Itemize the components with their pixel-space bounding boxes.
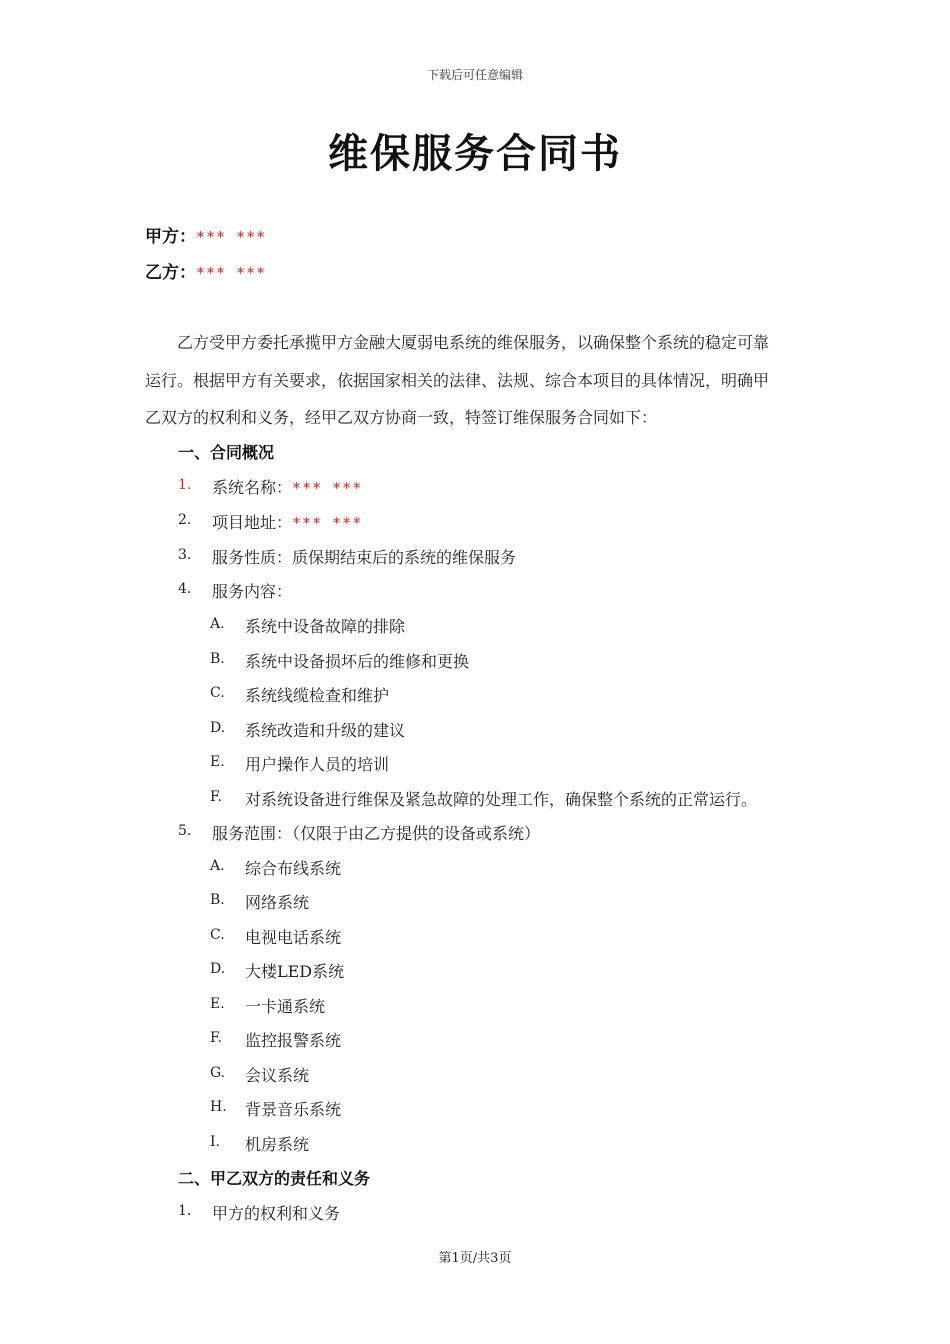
- item-text: 电视电话系统: [245, 928, 342, 947]
- page-footer: 第1页/共3页: [438, 1251, 512, 1266]
- item-text: 监控报警系统: [245, 1031, 342, 1050]
- party-a: [145, 222, 266, 247]
- item-number: 2.: [178, 512, 192, 528]
- item-letter: E.: [210, 996, 225, 1012]
- item-letter: G.: [210, 1065, 226, 1081]
- item-text: [212, 510, 362, 533]
- document-title: 维保服务合同书: [328, 131, 622, 177]
- item-letter: F.: [210, 789, 222, 805]
- item-text: 机房系统: [245, 1135, 310, 1154]
- item-text: 网络系统: [245, 893, 310, 912]
- header-note: 下载后可任意编辑: [426, 68, 523, 82]
- intro-line-3: 乙双方的权利和义务，经甲乙双方协商一致，特签订维保服务合同如下：: [145, 408, 658, 427]
- item-letter: D.: [210, 961, 226, 977]
- item-number: 1.: [178, 477, 192, 493]
- item-label: 甲方的权利和义务: [212, 1204, 341, 1223]
- party-a-value: *** ***: [196, 228, 267, 246]
- item-text: 系统中设备损坏后的维修和更换: [245, 652, 470, 671]
- item-text: 对系统设备进行维保及紧急故障的处理工作，确保整个系统的正常运行。: [245, 790, 758, 809]
- item-number: 5.: [178, 823, 192, 839]
- item-label: 服务性质：质保期结束后的系统的维保服务: [212, 548, 517, 567]
- item-letter: C.: [210, 685, 225, 701]
- item-label: 服务内容：: [212, 582, 293, 601]
- item-value: *** ***: [292, 514, 363, 532]
- item-letter: A.: [210, 616, 225, 632]
- item-letter: C.: [210, 927, 225, 943]
- item-label: 系统名称：: [212, 478, 293, 497]
- item-letter: I.: [210, 1134, 220, 1150]
- item-label: 项目地址：: [212, 513, 293, 532]
- party-b-label: 乙方：: [145, 263, 196, 283]
- item-letter: H.: [210, 1099, 227, 1115]
- section-1-title: 一、合同概况: [178, 443, 275, 462]
- item-text: 系统线缆检查和维护: [245, 686, 390, 705]
- intro-line-1: 乙方受甲方委托承揽甲方金融大厦弱电系统的维保服务，以确保整个系统的稳定可靠: [177, 333, 770, 352]
- item-text: 系统改造和升级的建议: [245, 721, 406, 740]
- item-number: 3.: [178, 547, 192, 563]
- item-letter: B.: [210, 892, 225, 908]
- item-text: 一卡通系统: [245, 997, 326, 1016]
- item-text: 背景音乐系统: [245, 1100, 342, 1119]
- item-text: [212, 475, 362, 498]
- intro-line-2: 运行。根据甲方有关要求，依据国家相关的法律、法规、综合本项目的具体情况，明确甲: [145, 371, 770, 390]
- item-text: 系统中设备故障的排除: [245, 617, 406, 636]
- item-letter: D.: [210, 720, 226, 736]
- section-2-title: 二、甲乙双方的责任和义务: [178, 1169, 371, 1188]
- item-letter: E.: [210, 754, 225, 770]
- item-text: 大楼LED系统: [245, 962, 345, 981]
- item-letter: F.: [210, 1030, 222, 1046]
- item-letter: A.: [210, 858, 225, 874]
- party-b-value: *** ***: [196, 264, 267, 282]
- item-text: 综合布线系统: [245, 859, 342, 878]
- item-number: 1.: [178, 1203, 192, 1219]
- item-text: 会议系统: [245, 1066, 310, 1085]
- item-letter: B.: [210, 651, 225, 667]
- party-a-label: 甲方：: [145, 227, 196, 247]
- item-number: 4.: [178, 581, 192, 597]
- item-value: *** ***: [292, 479, 363, 497]
- item-text: 用户操作人员的培训: [245, 755, 390, 774]
- party-b: [145, 258, 266, 283]
- item-label: 服务范围：（仅限于由乙方提供的设备或系统）: [212, 824, 541, 843]
